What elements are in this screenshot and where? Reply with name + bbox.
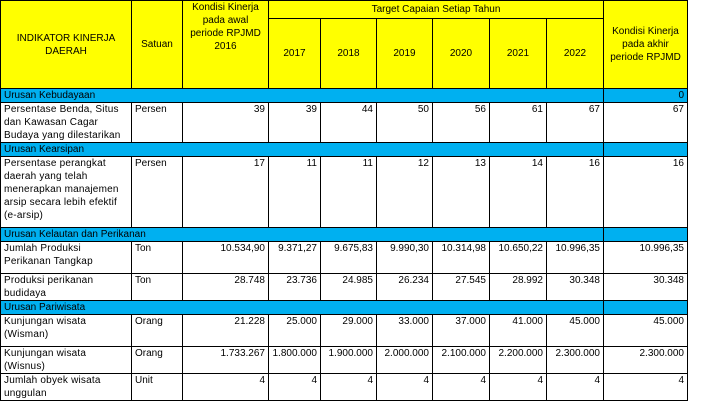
satuan-cell: Orang — [132, 315, 183, 347]
kondisi-awal-cell: 10.534,90 — [183, 242, 269, 274]
header-year: 2022 — [547, 19, 604, 89]
header-year: 2020 — [433, 19, 490, 89]
target-cell: 37.000 — [433, 315, 490, 347]
kondisi-akhir-cell: 30.348 — [604, 274, 688, 301]
satuan-cell: Persen — [132, 103, 183, 143]
satuan-cell: Ton — [132, 242, 183, 274]
table-row — [1, 315, 688, 347]
target-cell: 2.100.000 — [433, 347, 490, 374]
table-row — [1, 347, 688, 374]
satuan-cell: Orang — [132, 347, 183, 374]
satuan-cell: Unit — [132, 374, 183, 401]
header-year: 2018 — [321, 19, 377, 89]
kondisi-akhir-cell: 45.000 — [604, 315, 688, 347]
table-row — [1, 374, 688, 401]
target-cell: 4 — [321, 374, 377, 401]
indicator-cell: Persentase perangkat daerah yang telah menerapkan manajemen arsip secara lebih efektif (e-arsip) — [1, 157, 132, 228]
category-row — [1, 228, 688, 242]
header-target-label: Target Capaian Setiap Tahun — [371, 4, 501, 15]
target-cell: 25.000 — [269, 315, 321, 347]
target-cell: 45.000 — [547, 315, 604, 347]
target-cell: 44 — [321, 103, 377, 143]
target-cell: 4 — [377, 374, 433, 401]
category-label: Urusan Kelautan dan Perikanan — [1, 228, 604, 242]
header-kondisi-awal-label: Kondisi Kinerja pada awal periode RPJMD 2016 — [190, 2, 261, 52]
target-cell: 10.650,22 — [490, 242, 547, 274]
kondisi-awal-cell: 4 — [183, 374, 269, 401]
table-row — [1, 157, 688, 228]
category-row — [1, 89, 688, 103]
kondisi-akhir-cell: 2.300.000 — [604, 347, 688, 374]
kondisi-akhir-cell: 10.996,35 — [604, 242, 688, 274]
header-kondisi-akhir-label: Kondisi Kinerja pada akhir periode RPJMD — [610, 26, 681, 63]
target-cell: 50 — [377, 103, 433, 143]
header-satuan-label: Satuan — [141, 39, 173, 50]
header-kondisi-akhir — [604, 1, 688, 89]
target-cell: 39 — [269, 103, 321, 143]
kondisi-akhir-cell: 16 — [604, 157, 688, 228]
target-cell: 27.545 — [433, 274, 490, 301]
category-row — [1, 143, 688, 157]
header-year: 2019 — [377, 19, 433, 89]
category-label: Urusan Kearsipan — [1, 143, 604, 157]
target-cell: 2.200.000 — [490, 347, 547, 374]
indicator-cell: Kunjungan wisata (Wisnus) — [1, 347, 132, 374]
kondisi-awal-cell: 17 — [183, 157, 269, 228]
target-cell: 16 — [547, 157, 604, 228]
target-cell: 9.990,30 — [377, 242, 433, 274]
target-cell: 23.736 — [269, 274, 321, 301]
indicator-cell: Kunjungan wisata (Wisman) — [1, 315, 132, 347]
table-row — [1, 242, 688, 274]
satuan-cell: Ton — [132, 274, 183, 301]
category-label: Urusan Pariwisata — [1, 301, 604, 315]
table-row — [1, 274, 688, 301]
indicator-cell: Persentase Benda, Situs dan Kawasan Cagar Budaya yang dilestarikan — [1, 103, 132, 143]
kondisi-akhir-cell: 67 — [604, 103, 688, 143]
target-cell: 67 — [547, 103, 604, 143]
target-cell: 1.800.000 — [269, 347, 321, 374]
category-last-value: 0 — [604, 89, 688, 103]
header-year: 2017 — [269, 19, 321, 89]
target-cell: 11 — [269, 157, 321, 228]
target-cell: 4 — [490, 374, 547, 401]
kondisi-akhir-cell: 4 — [604, 374, 688, 401]
target-cell: 56 — [433, 103, 490, 143]
target-cell: 2.000.000 — [377, 347, 433, 374]
target-cell: 12 — [377, 157, 433, 228]
kondisi-awal-cell: 1.733.267 — [183, 347, 269, 374]
target-cell: 14 — [490, 157, 547, 228]
header-target — [269, 1, 604, 19]
kondisi-awal-cell: 28.748 — [183, 274, 269, 301]
indicator-cell: Produksi perikanan budidaya — [1, 274, 132, 301]
target-cell: 4 — [433, 374, 490, 401]
category-last-value — [604, 228, 688, 242]
header-indikator-label: INDIKATOR KINERJA DAERAH — [16, 32, 116, 57]
target-cell: 4 — [547, 374, 604, 401]
kondisi-awal-cell: 39 — [183, 103, 269, 143]
target-cell: 9.371,27 — [269, 242, 321, 274]
target-cell: 41.000 — [490, 315, 547, 347]
target-cell: 10.314,98 — [433, 242, 490, 274]
target-cell: 33.000 — [377, 315, 433, 347]
target-cell: 11 — [321, 157, 377, 228]
header-kondisi-awal — [183, 1, 269, 89]
table-row — [1, 103, 688, 143]
category-last-value — [604, 143, 688, 157]
target-cell: 2.300.000 — [547, 347, 604, 374]
target-cell: 10.996,35 — [547, 242, 604, 274]
kondisi-awal-cell: 21.228 — [183, 315, 269, 347]
target-cell: 24.985 — [321, 274, 377, 301]
indicator-cell: Jumlah Produksi Perikanan Tangkap — [1, 242, 132, 274]
target-cell: 4 — [269, 374, 321, 401]
target-cell: 9.675,83 — [321, 242, 377, 274]
header-year: 2021 — [490, 19, 547, 89]
category-label: Urusan Kebudayaan — [1, 89, 604, 103]
target-cell: 29.000 — [321, 315, 377, 347]
indicator-cell: Jumlah obyek wisata unggulan — [1, 374, 132, 401]
header-satuan — [132, 1, 183, 89]
target-cell: 13 — [433, 157, 490, 228]
target-cell: 30.348 — [547, 274, 604, 301]
target-cell: 26.234 — [377, 274, 433, 301]
target-cell: 1.900.000 — [321, 347, 377, 374]
category-last-value — [604, 301, 688, 315]
category-row — [1, 301, 688, 315]
target-cell: 28.992 — [490, 274, 547, 301]
target-cell: 61 — [490, 103, 547, 143]
satuan-cell: Persen — [132, 157, 183, 228]
header-indikator — [1, 1, 132, 89]
